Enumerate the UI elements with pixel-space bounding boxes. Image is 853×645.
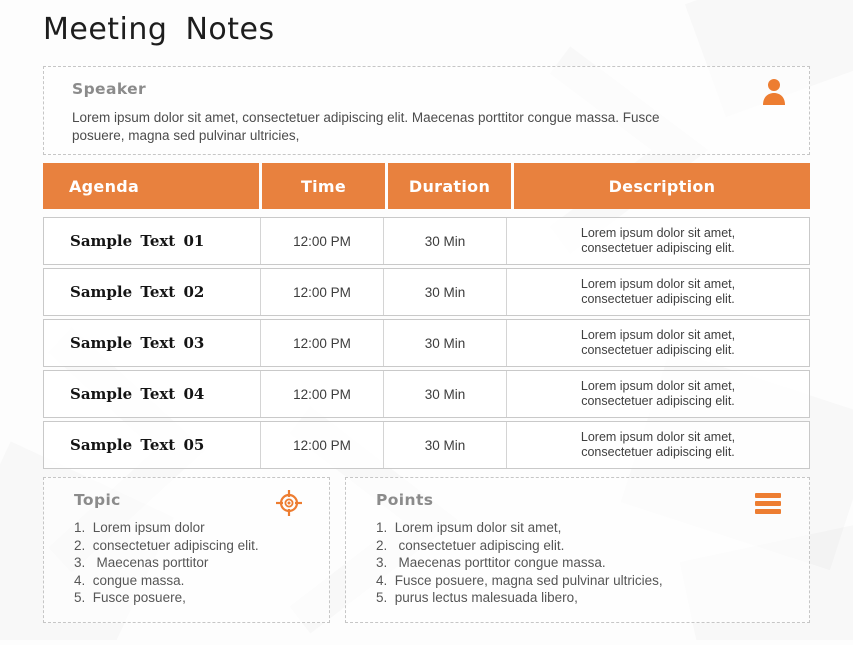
- table-row: [43, 268, 810, 316]
- description-text: Lorem ipsum dolor sit amet, consectetuer adipiscing elit.: [580, 379, 736, 408]
- column-header-agenda: Agenda: [43, 163, 259, 209]
- agenda-cell: Sample Text 02: [70, 283, 205, 301]
- table-row: [43, 319, 810, 367]
- person-icon: [761, 77, 787, 112]
- topic-list: [74, 519, 259, 607]
- agenda-cell: Sample Text 03: [70, 334, 205, 352]
- topic-list-item: consectetuer adipiscing elit.: [92, 537, 259, 553]
- column-header-description: Description: [514, 163, 810, 209]
- speaker-body-text: Lorem ipsum dolor sit amet, consectetuer adipiscing elit. Maecenas porttitor congue massa. Fusce posuere, magna sed pulvinar ultricies,: [72, 110, 660, 143]
- duration-cell: 30 Min: [383, 269, 506, 315]
- description-text: Lorem ipsum dolor sit amet, consectetuer adipiscing elit.: [580, 226, 736, 255]
- menu-icon: [755, 493, 781, 520]
- description-cell: [506, 371, 809, 417]
- time-cell: 12:00 PM: [260, 422, 383, 468]
- speaker-heading: Speaker: [72, 80, 147, 98]
- points-list-item: purus lectus malesuada libero,: [394, 590, 578, 605]
- agenda-cell: Sample Text 05: [70, 436, 205, 454]
- column-header-duration: Duration: [388, 163, 511, 209]
- duration-cell: 30 Min: [383, 320, 506, 366]
- time-cell: 12:00 PM: [260, 320, 383, 366]
- agenda-cell: Sample Text 04: [70, 385, 205, 403]
- points-heading: Points: [376, 491, 434, 509]
- agenda-table-body: [43, 217, 810, 472]
- time-cell: 12:00 PM: [260, 371, 383, 417]
- description-text: Lorem ipsum dolor sit amet, consectetuer adipiscing elit.: [580, 430, 736, 459]
- topic-heading: Topic: [74, 491, 121, 509]
- points-list-item: consectetuer adipiscing elit.: [394, 537, 565, 553]
- page-title: Meeting Notes: [43, 12, 275, 47]
- table-row: [43, 370, 810, 418]
- time-cell: 12:00 PM: [260, 269, 383, 315]
- topic-list-item: Fusce posuere,: [92, 590, 186, 605]
- points-list-item: Lorem ipsum dolor sit amet,: [394, 520, 562, 535]
- description-text: Lorem ipsum dolor sit amet, consectetuer adipiscing elit.: [580, 328, 736, 357]
- agenda-table-header: [43, 163, 810, 209]
- points-list: [376, 519, 663, 607]
- description-cell: [506, 320, 809, 366]
- duration-cell: 30 Min: [383, 371, 506, 417]
- time-cell: 12:00 PM: [260, 218, 383, 264]
- column-header-time: Time: [262, 163, 385, 209]
- topic-list-item: congue massa.: [92, 572, 185, 588]
- description-text: Lorem ipsum dolor sit amet, consectetuer adipiscing elit.: [580, 277, 736, 306]
- table-row: [43, 217, 810, 265]
- description-cell: [506, 269, 809, 315]
- points-list-item: Fusce posuere, magna sed pulvinar ultricies,: [394, 572, 663, 588]
- duration-cell: 30 Min: [383, 422, 506, 468]
- agenda-cell: Sample Text 01: [70, 232, 205, 250]
- topic-list-item: Lorem ipsum dolor: [92, 520, 205, 535]
- table-row: [43, 421, 810, 469]
- description-cell: [506, 422, 809, 468]
- speaker-section: [43, 66, 810, 155]
- topic-list-item: Maecenas porttitor: [92, 555, 209, 570]
- points-list-item: Maecenas porttitor congue massa.: [394, 555, 606, 570]
- description-cell: [506, 218, 809, 264]
- target-icon: [275, 489, 303, 522]
- topic-section: [43, 477, 330, 623]
- points-section: [345, 477, 810, 623]
- duration-cell: 30 Min: [383, 218, 506, 264]
